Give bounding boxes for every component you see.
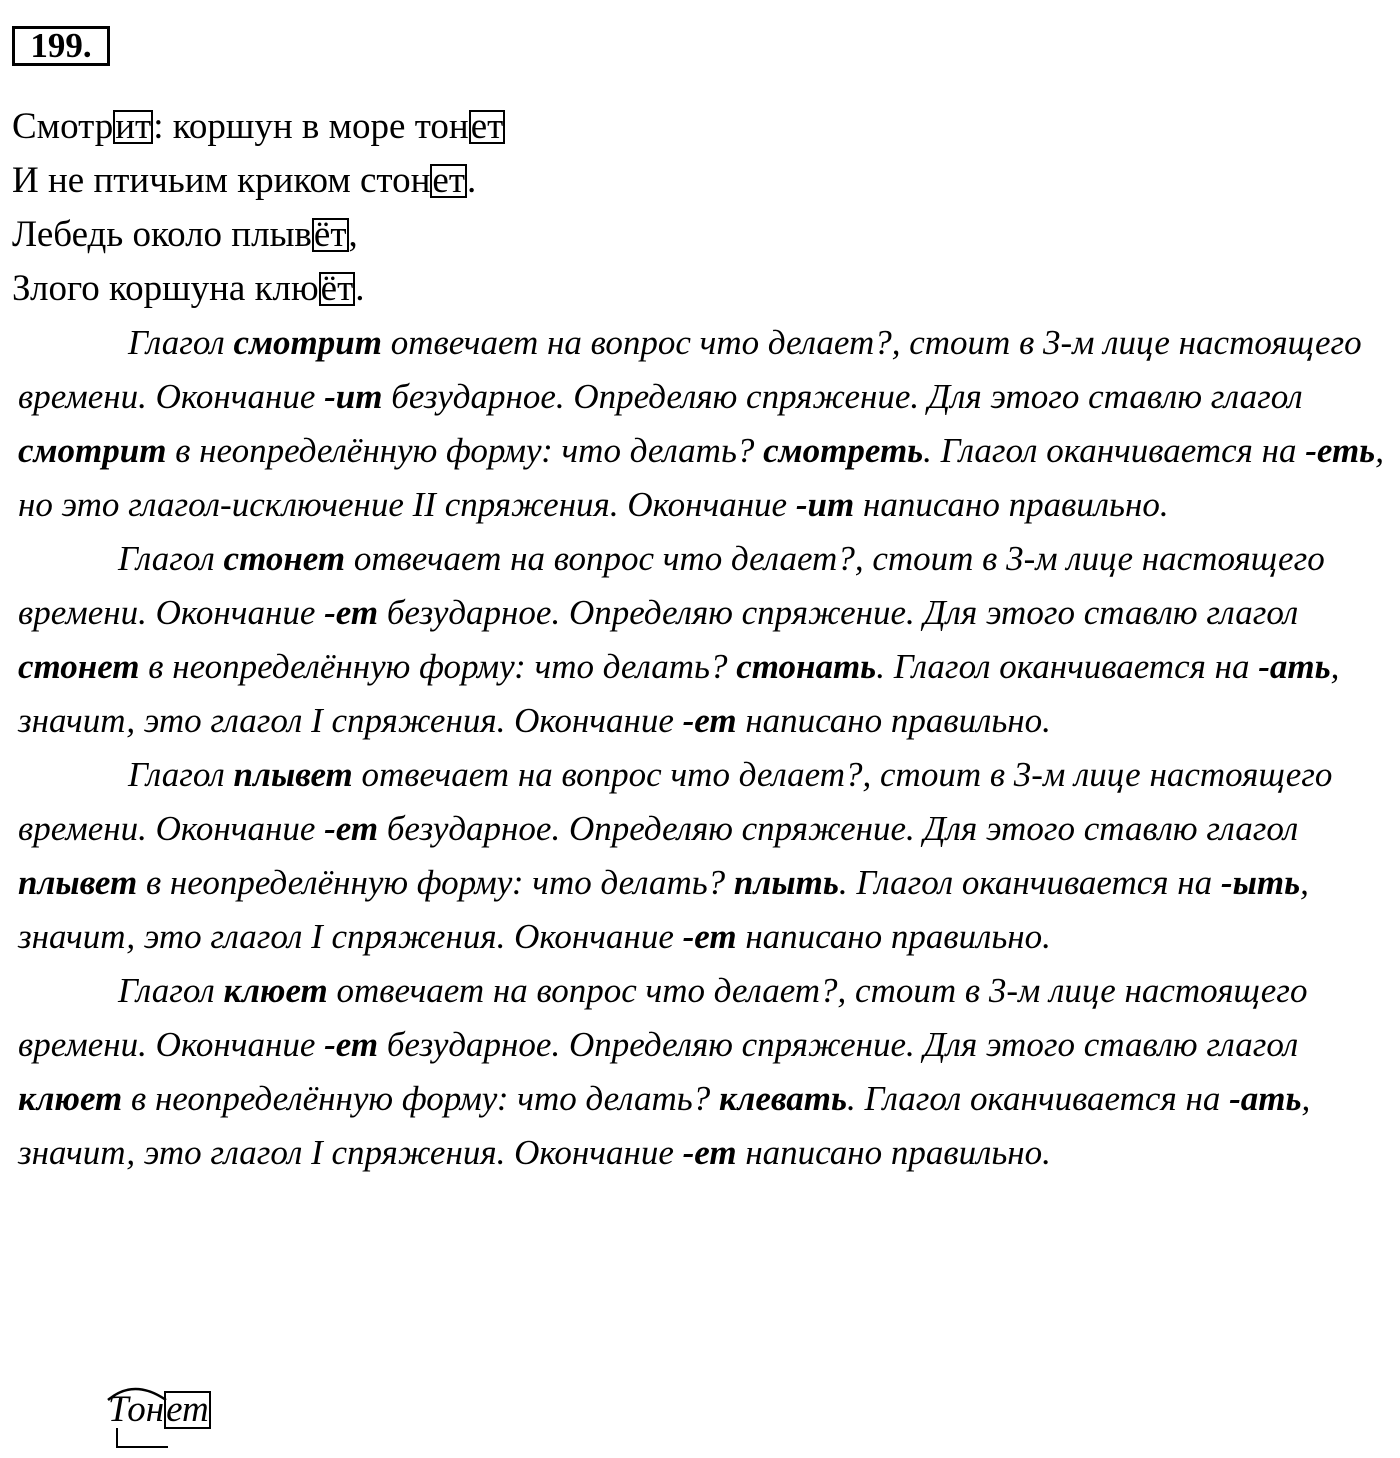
poem-line-1: Смотрит: коршун в море тонет [12, 106, 504, 147]
verb: плывет [18, 863, 138, 902]
ending-box: ет [432, 160, 465, 201]
root-arc-icon [104, 1382, 174, 1402]
poem-line-3: Лебедь около плывёт, [12, 214, 358, 255]
inf-ending: -ать [1229, 1079, 1302, 1118]
ending-box: ет [166, 1389, 209, 1430]
verb: плывет [233, 755, 353, 794]
ending: -ет [682, 917, 737, 956]
analysis-paragraph: Глагол клюет отвечает на вопрос что делает?, стоит в 3-м лице настоящего времени. Окончание -ет безударное. Определяю спряжение. Для этого ставлю глагол клюет в неопределённую форму: что делать? клевать. Глагол оканчивается на -ать, значит, это глагол I спряжения. Окончание -ет написано правильно. [18, 971, 1311, 1172]
ending: -ет [324, 593, 379, 632]
infinitive: стонать [736, 647, 877, 686]
poem [12, 100, 505, 316]
poem-line-2: И не птичьим криком стонет. [12, 160, 477, 201]
ending: -ет [682, 701, 737, 740]
verb: стонет [223, 539, 346, 578]
analysis [18, 316, 1388, 1180]
ending-box: ит [115, 106, 152, 147]
ending: -ет [682, 1133, 737, 1172]
infinitive: плыть [733, 863, 839, 902]
ending: -ит [795, 485, 855, 524]
root: Тон [108, 1390, 164, 1430]
poem-line-4: Злого коршуна клюёт. [12, 268, 365, 309]
verb: клюет [223, 971, 328, 1010]
verb: клюет [18, 1079, 123, 1118]
ending: -ит [324, 377, 383, 416]
infinitive: клевать [718, 1079, 848, 1118]
ending: -ет [324, 1025, 379, 1064]
infinitive: смотреть [763, 431, 924, 470]
analysis-paragraph: Глагол стонет отвечает на вопрос что делает?, стоит в 3-м лице настоящего времени. Окончание -ет безударное. Определяю спряжение. Для этого ставлю глагол стонет в неопределённую форму: что делать? стонать. Глагол оканчивается на -ать, значит, это глагол I спряжения. Окончание -ет написано правильно. [18, 539, 1340, 740]
inf-ending: -еть [1305, 431, 1376, 470]
exercise-number: 199. [12, 26, 110, 66]
ending-box: ет [470, 106, 504, 147]
inf-ending: -ыть [1220, 863, 1301, 902]
ending-box: ёт [320, 268, 354, 309]
ending: -ет [324, 809, 379, 848]
ending-box: ёт [313, 214, 347, 255]
morpheme-analysis [108, 1390, 211, 1430]
verb: смотрит [233, 323, 382, 362]
analysis-paragraph: Глагол плывет отвечает на вопрос что делает?, стоит в 3-м лице настоящего времени. Окончание -ет безударное. Определяю спряжение. Для этого ставлю глагол плывет в неопределённую форму: что делать? плыть. Глагол оканчивается на -ыть, значит, это глагол I спряжения. Окончание -ет написано правильно. [18, 755, 1333, 956]
verb: стонет [18, 647, 140, 686]
stem-bracket [116, 1428, 168, 1448]
verb: смотрит [18, 431, 167, 470]
inf-ending: -ать [1258, 647, 1331, 686]
analysis-paragraph: Глагол смотрит отвечает на вопрос что делает?, стоит в 3-м лице настоящего времени. Окончание -ит безударное. Определяю спряжение. Для этого ставлю глагол смотрит в неопределённую форму: что делать? смотреть. Глагол оканчивается на -еть, но это глагол-исключение II спряжения. Окончание -ит написано правильно. [18, 323, 1384, 524]
